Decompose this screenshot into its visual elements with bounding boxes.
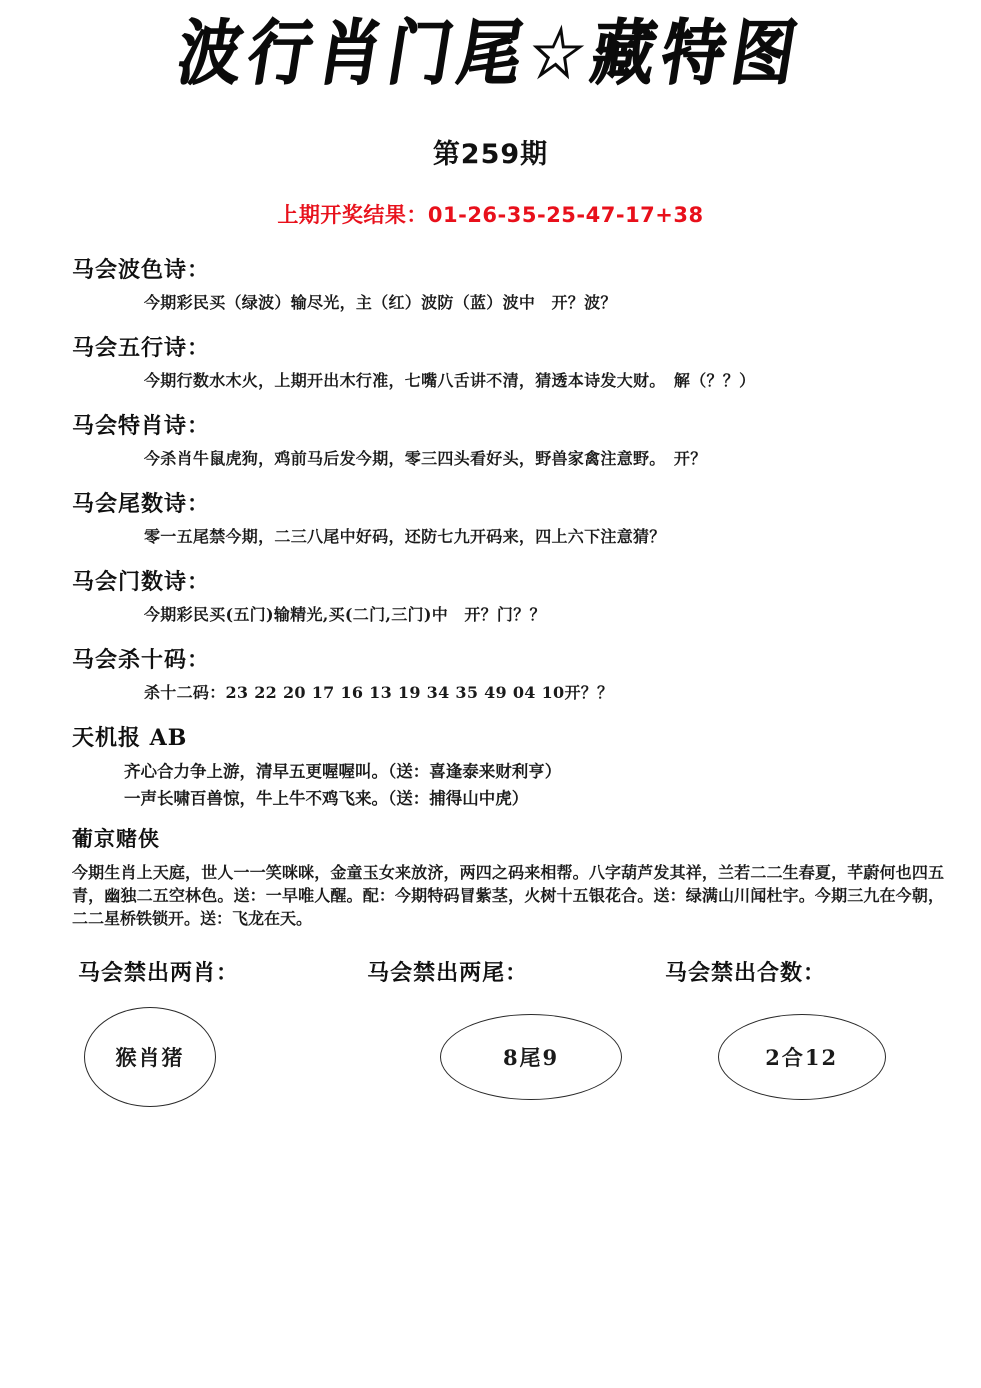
section-pujing-dushia: [72, 823, 944, 930]
section-texiao-poem: [72, 409, 919, 469]
forbidden-sum-cell: [668, 1007, 919, 1107]
issue-number: 第259期: [432, 139, 549, 170]
banner: [0, 0, 981, 118]
tianji-title: 天机报 AB: [72, 725, 188, 751]
section-text: 今期行数水木火，上期开出木行准，七嘴八舌讲不清，猜透本诗发大财。 解（？？）: [144, 371, 756, 390]
tianji-line-1: 齐心合力争上游，清早五更喔喔叫。（送：喜逢泰来财利亨）: [124, 762, 562, 781]
forbidden-zodiac-label: 马会禁出两肖：: [78, 960, 240, 986]
section-kill-ten-codes: [72, 643, 919, 703]
content-body: [0, 253, 981, 1107]
forbidden-tail-label: 马会禁出两尾：: [367, 960, 529, 986]
section-title: 马会尾数诗：: [72, 491, 211, 517]
section-title: 马会杀十码：: [72, 647, 211, 673]
tianji-line-2: 一声长啸百兽惊，牛上牛不鸡飞来。（送：捕得山中虎）: [124, 789, 529, 808]
pujing-paragraph: 今期生肖上天庭，世人一一笑咪咪，金童玉女来放济，两四之码来相帮。八字葫芦发其祥，兰若二二生春夏，芊蔚何也四五青，幽独二五空林色。送：一早唯人醒。配：今期特码冒紫茎，火树十五银花合。送：绿满山川闻杜宇。今期三九在今朝，二二星桥铁锁开。送：飞龙在天。: [72, 863, 944, 928]
last-draw-result: 上期开奖结果：01-26-35-25-47-17+38: [277, 203, 704, 227]
section-bose-poem: [72, 253, 919, 313]
section-title: 马会门数诗：: [72, 569, 211, 595]
section-title: 马会特肖诗：: [72, 413, 211, 439]
forbidden-sum-label: 马会禁出合数：: [665, 960, 827, 986]
forbidden-labels-row: [72, 956, 919, 987]
section-wuxing-poem: [72, 331, 919, 391]
section-title: 马会五行诗：: [72, 335, 211, 361]
banner-title: 波行肖门尾☆藏特图: [172, 12, 809, 95]
forbidden-tail-value: 8尾9: [440, 1014, 622, 1100]
forbidden-zodiac-cell: [84, 1007, 370, 1107]
section-text: 今期彩民买（绿波）输尽光，主（红）波防（蓝）波中 开？波？: [144, 293, 617, 312]
section-title: 马会波色诗：: [72, 257, 211, 283]
section-text: 零一五尾禁今期，二三八尾中好码，还防七九开码来，四上六下注意猜？: [144, 527, 666, 546]
section-weishu-poem: [72, 487, 919, 547]
section-text: 今期彩民买(五门)输精光,买(二门,三门)中 开？门？？: [144, 605, 546, 624]
forbidden-values-row: [72, 1007, 919, 1107]
section-text: 杀十二码：23 22 20 17 16 13 19 34 35 49 04 10开？？: [144, 683, 614, 702]
forbidden-zodiac-value: 猴肖猪: [84, 1007, 216, 1107]
section-tianji-ab: [72, 721, 919, 809]
forbidden-tail-cell: [370, 1007, 668, 1107]
section-menshu-poem: [72, 565, 919, 625]
pujing-title: 葡京赌侠: [72, 826, 160, 851]
section-text: 今杀肖牛鼠虎狗，鸡前马后发今期，零三四头看好头，野兽家禽注意野。 开？: [144, 449, 707, 468]
forbidden-sum-value: 2合12: [718, 1014, 886, 1100]
